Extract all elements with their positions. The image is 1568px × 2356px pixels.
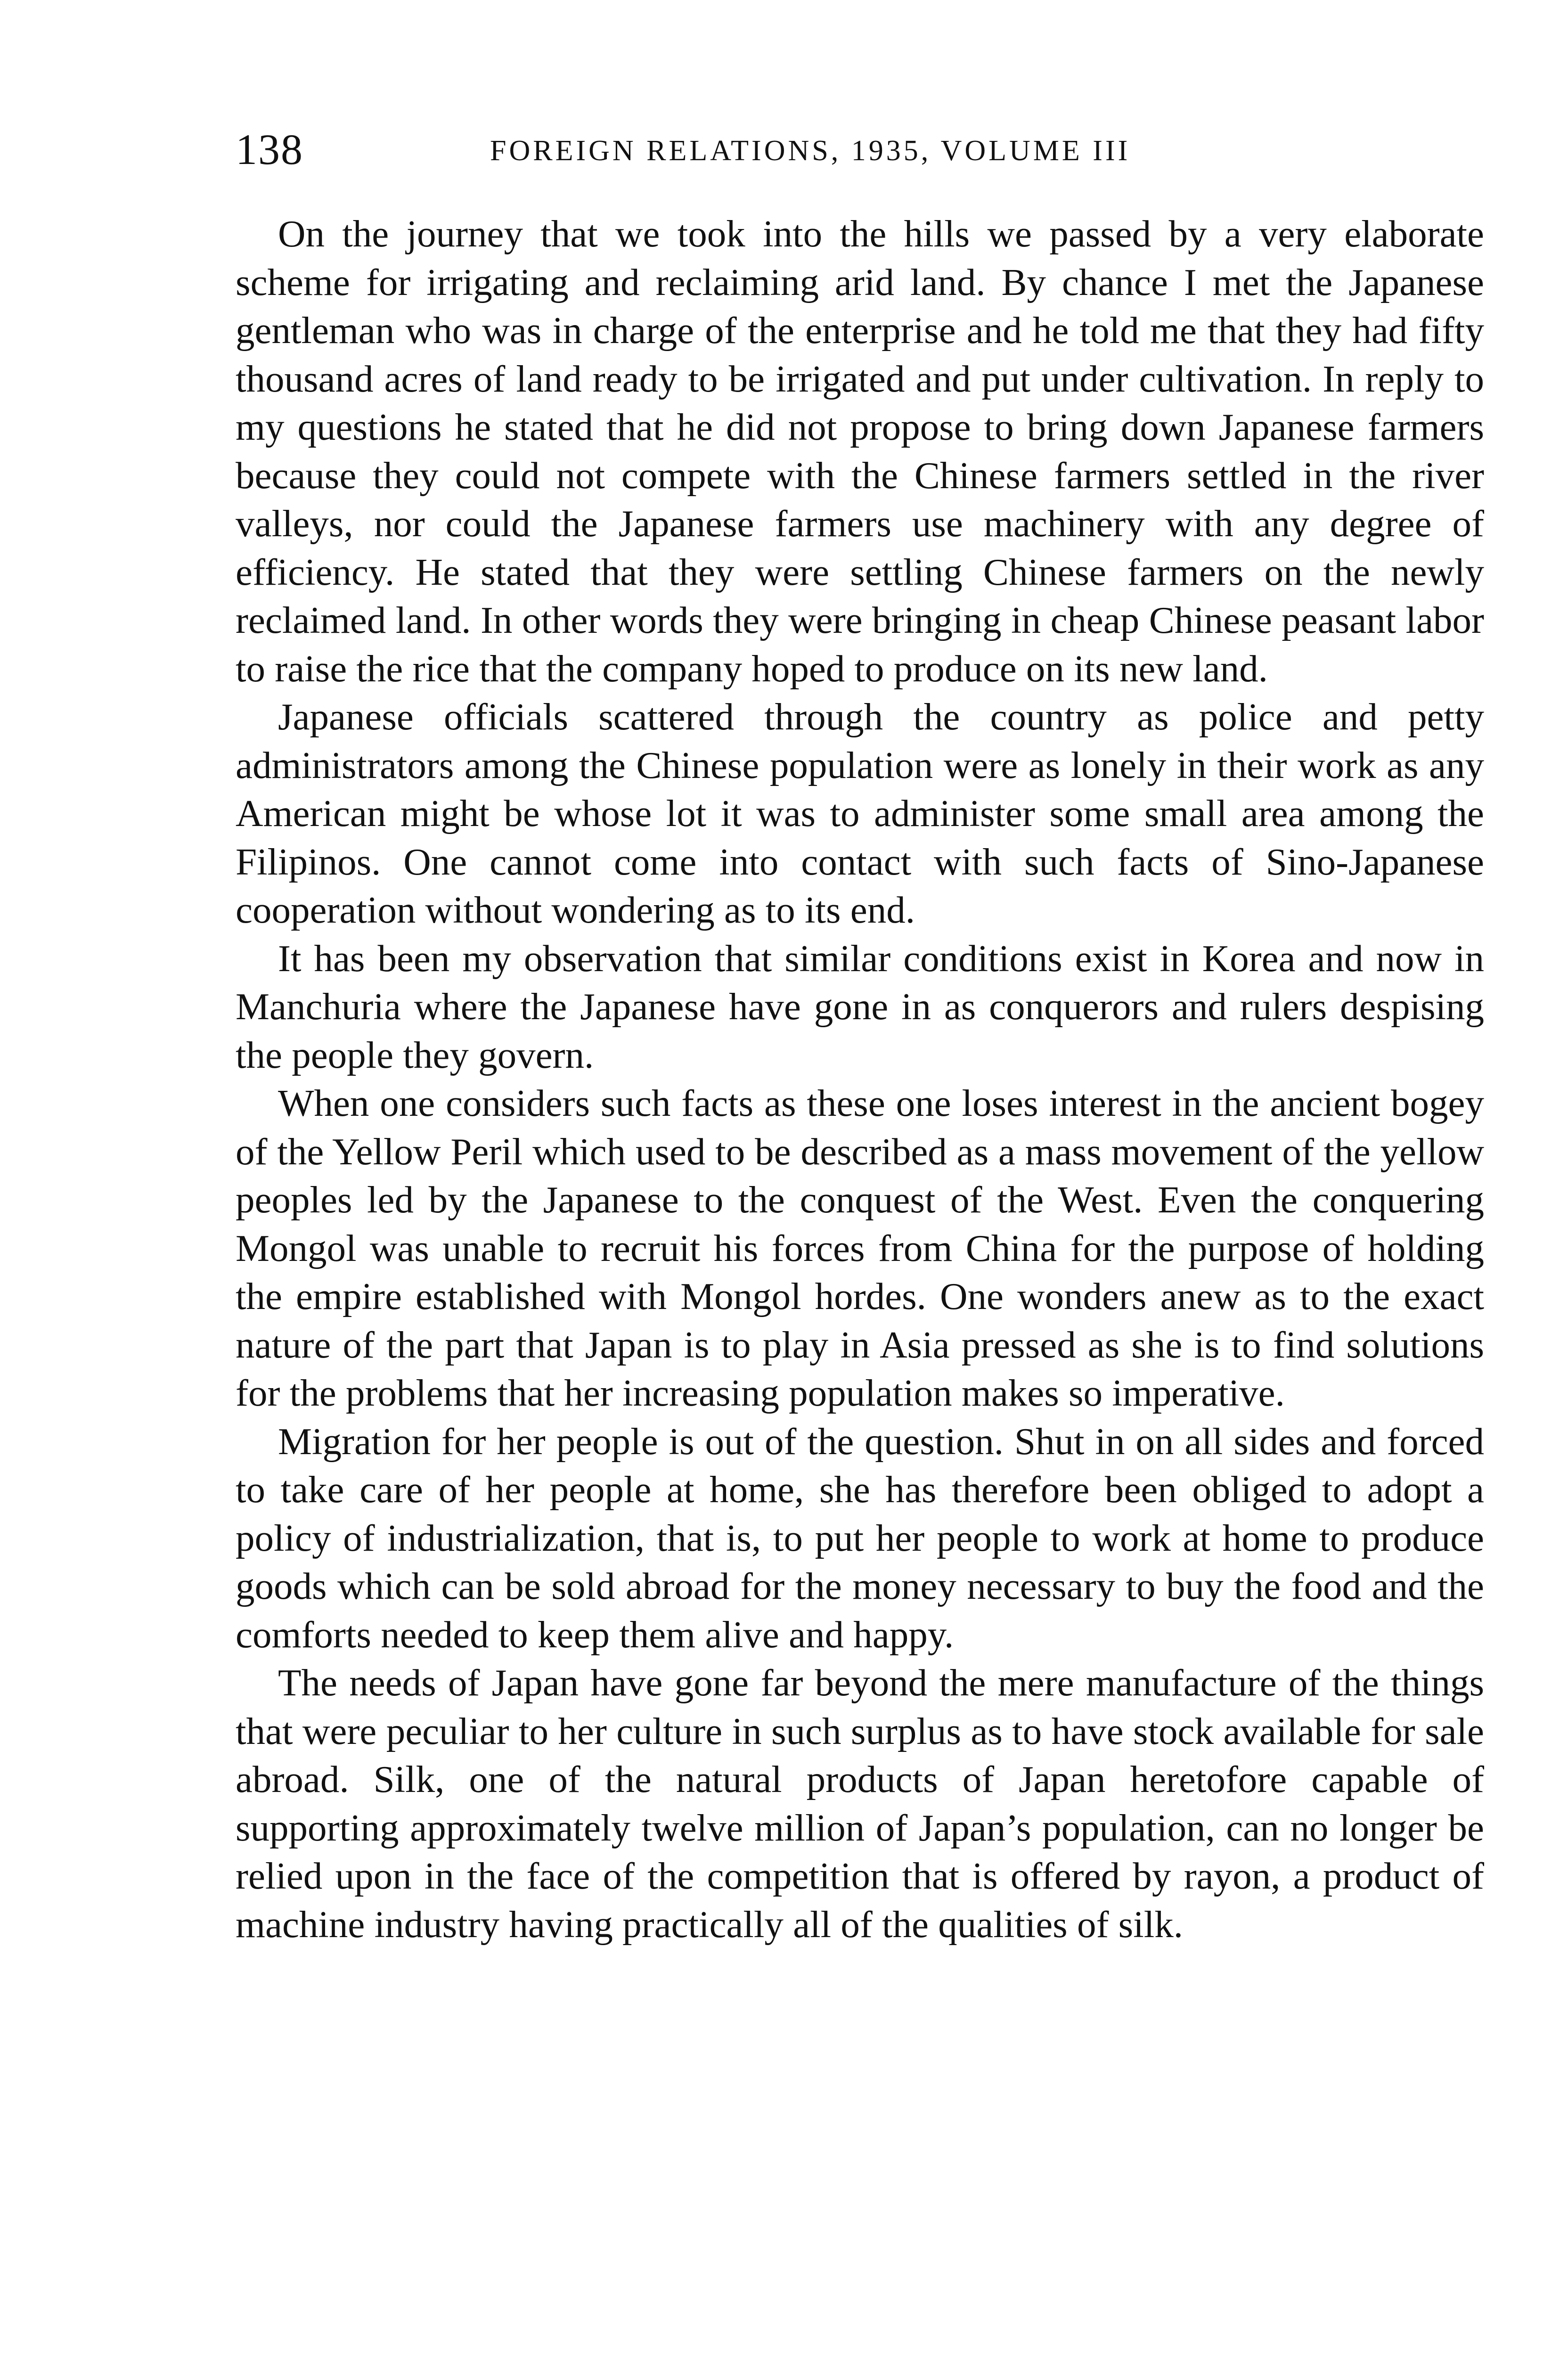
running-title: FOREIGN RELATIONS, 1935, VOLUME III: [490, 135, 1131, 167]
paragraph: The needs of Japan have gone far beyond the mere manufacture of the things that were peculiar to her culture in such surplus as to have stock available for sale abroad. Silk, one of the natural products of Japan heretofore capable of supporting approximately twelve million of Japan’s population, can no longer be relied upon in the face of the competition that is offered by rayon, a product of machine industry having practically all of the qualities of silk.: [236, 1661, 1484, 1946]
page-header: [236, 123, 1479, 175]
paragraph: Migration for her people is out of the question. Shut in on all sides and forced to take care of her people at home, she has therefore been obliged to adopt a policy of industrialization, that is, to put her people to work at home to produce goods which can be sold abroad for the money necessary to buy the food and the comforts needed to keep them alive and happy.: [236, 1420, 1484, 1656]
paragraph: When one considers such facts as these one loses interest in the ancient bogey of the Yellow Peril which used to be described as a mass movement of the yellow peoples led by the Japanese to the conquest of the West. Even the conquering Mongol was unable to recruit his forces from China for the purpose of holding the empire established with Mongol hordes. One wonders anew as to the exact nature of the part that Japan is to play in Asia pressed as she is to find solutions for the problems that her increasing population makes so imperative.: [236, 1082, 1484, 1414]
body-text: [236, 210, 1484, 1948]
paragraph: Japanese officials scattered through the country as police and petty administrators among the Chinese population were as lonely in their work as any American might be whose lot it was to administer some small area among the Filipinos. One cannot come into contact with such facts of Sino-Japanese cooperation without wondering as to its end.: [236, 695, 1484, 931]
paragraph: It has been my observation that similar conditions exist in Korea and now in Manchuria where the Japanese have gone in as conquerors and rulers despising the people they govern.: [236, 937, 1484, 1076]
page-number: 138: [236, 125, 303, 173]
paragraph: On the journey that we took into the hills we passed by a very elaborate scheme for irrigating and reclaiming arid land. By chance I met the Japanese gentleman who was in charge of the enterprise and he told me that they had fifty thousand acres of land ready to be irrigated and put under cultivation. In reply to my questions he stated that he did not propose to bring down Japanese farmers because they could not compete with the Chinese farmers settled in the river valleys, nor could the Japanese farmers use machinery with any degree of efficiency. He stated that they were settling Chinese farmers on the newly reclaimed land. In other words they were bringing in cheap Chinese peasant labor to raise the rice that the company hoped to produce on its new land.: [236, 213, 1484, 690]
